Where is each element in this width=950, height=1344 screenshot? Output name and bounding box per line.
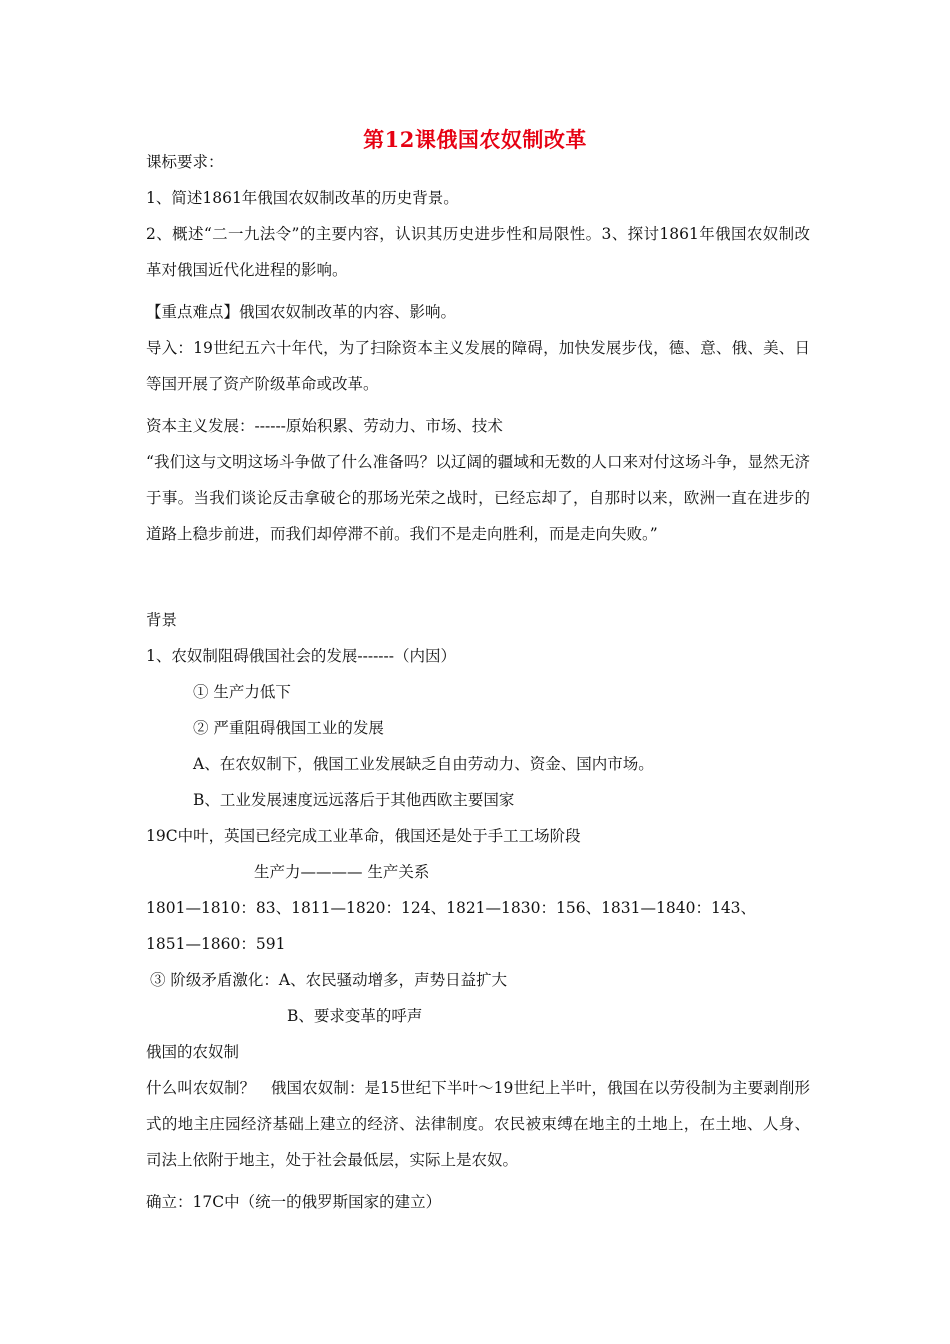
section-heading-background: 背景 bbox=[146, 611, 178, 629]
paragraph-quotation: “我们这与文明这场斗争做了什么准备吗？以辽阔的疆域和无数的人口来对付这场斗争，显然无济于事。当我们谈论反击拿破仑的那场光荣之战时，已经忘却了，自那时以来，欧洲一直在进步的道路上稳步前进，而我们却停滞不前。我们不是走向胜利，而是走向失败。” bbox=[146, 453, 810, 543]
paragraph-background-1: 1、农奴制阻碍俄国社会的发展-------（内因） bbox=[146, 647, 457, 665]
list-item-class-conflict-b: B、要求变革的呼声 bbox=[287, 1007, 423, 1025]
paragraph-requirement-2-3: 2、概述“二一九法令”的主要内容，认识其历史进步性和局限性。3、探讨1861年俄国农奴制改革对俄国近代化进程的影响。 bbox=[146, 225, 810, 279]
paragraph-establishment: 确立：17C中（统一的俄罗斯国家的建立） bbox=[146, 1193, 442, 1211]
list-item-industry: ② 严重阻碍俄国工业的发展 bbox=[193, 719, 384, 737]
paragraph-19c-comparison: 19C中叶，英国已经完成工业革命，俄国还是处于手工工场阶段 bbox=[146, 827, 581, 845]
section-heading-serfdom: 俄国的农奴制 bbox=[146, 1043, 240, 1061]
paragraph-requirement-1: 1、简述1861年俄国农奴制改革的历史背景。 bbox=[146, 189, 459, 207]
paragraph-key-points: 【重点难点】俄国农奴制改革的内容、影响。 bbox=[146, 303, 457, 321]
paragraph-capitalism-development: 资本主义发展：------原始积累、劳动力、市场、技术 bbox=[146, 417, 503, 435]
list-item-productivity: ① 生产力低下 bbox=[193, 683, 291, 701]
paragraph-statistics-line-2: 1851—1860：591 bbox=[146, 935, 286, 953]
paragraph-productivity-relation: 生产力———— 生产关系 bbox=[254, 863, 430, 881]
list-item-industry-b: B、工业发展速度远远落后于其他西欧主要国家 bbox=[193, 791, 515, 809]
paragraph-statistics-line-1: 1801—1810：83、1811—1820：124、1821—1830：156、1831—1840：143、 bbox=[146, 899, 757, 917]
list-item-class-conflict: ③ 阶级矛盾激化：A、农民骚动增多，声势日益扩大 bbox=[150, 971, 508, 989]
paragraph-serfdom-definition: 什么叫农奴制？ 俄国农奴制：是15世纪下半叶～19世纪上半叶，俄国在以劳役制为主要剥削形式的地主庄园经济基础上建立的经济、法律制度。农民被束缚在地主的土地上，在土地、人身、司法上依附于地主，处于社会最低层，实际上是农奴。 bbox=[146, 1079, 810, 1169]
paragraph-introduction: 导入：19世纪五六十年代，为了扫除资本主义发展的障碍，加快发展步伐，德、意、俄、美、日等国开展了资产阶级革命或改革。 bbox=[146, 339, 810, 393]
document-title: 第12课俄国农奴制改革 bbox=[363, 127, 587, 152]
section-heading-curriculum: 课标要求： bbox=[146, 153, 224, 171]
list-item-industry-a: A、在农奴制下，俄国工业发展缺乏自由劳动力、资金、国内市场。 bbox=[193, 755, 654, 773]
